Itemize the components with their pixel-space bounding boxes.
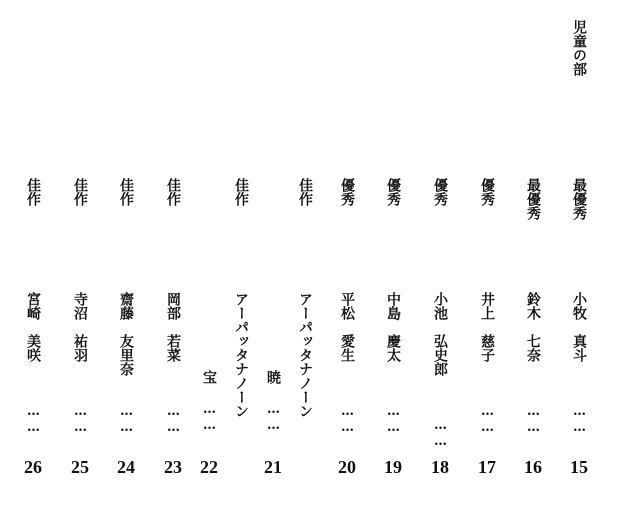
given-name: 友里奈 (118, 334, 134, 376)
surname: 齋藤 (118, 292, 134, 320)
given-name: 弘史郎 (432, 334, 448, 376)
given-name: 七奈 (525, 334, 541, 362)
surname: 井上 (479, 292, 495, 320)
surname: 小牧 (571, 292, 587, 320)
leader-dots: …… (119, 404, 134, 436)
page-number: 26 (24, 457, 42, 477)
award-label: 優秀 (432, 178, 448, 206)
leader-dots: …… (526, 404, 541, 436)
leader-dots: …… (166, 404, 181, 436)
award-label: 最優秀 (525, 178, 541, 220)
given-name: 美咲 (25, 334, 41, 362)
student-name (480, 292, 494, 362)
page-number: 18 (431, 457, 449, 477)
given-name: 愛生 (339, 334, 355, 362)
award-label: 佳作 (118, 178, 134, 206)
surname: 岡部 (165, 292, 181, 320)
student-name (73, 292, 87, 362)
student-surname: アーパッタナノーン (233, 292, 249, 418)
award-label: 佳作 (297, 178, 313, 206)
surname: 平松 (339, 292, 355, 320)
page-number: 20 (338, 457, 356, 477)
leader-dots: …… (386, 404, 401, 436)
given-name: 真斗 (571, 334, 587, 362)
award-label: 優秀 (339, 178, 355, 206)
student-name (166, 292, 180, 362)
leader-dots: …… (572, 404, 587, 436)
given-name: 慈子 (479, 334, 495, 362)
award-label: 佳作 (72, 178, 88, 206)
surname: 鈴木 (525, 292, 541, 320)
page-number: 17 (478, 457, 496, 477)
student-name (572, 292, 586, 362)
student-given-name: 暁 (265, 370, 281, 384)
award-label: 最優秀 (571, 178, 587, 220)
leader-dots: …… (480, 404, 495, 436)
page-number: 23 (164, 457, 182, 477)
award-label: 優秀 (385, 178, 401, 206)
page-number: 19 (384, 457, 402, 477)
page-number: 24 (117, 457, 135, 477)
leader-dots: …… (433, 418, 448, 450)
leader-dots: …… (340, 404, 355, 436)
student-surname: アーパッタナノーン (297, 292, 313, 418)
given-name: 若菜 (165, 334, 181, 362)
page-number: 15 (570, 457, 588, 477)
page-number: 16 (524, 457, 542, 477)
surname: 中島 (385, 292, 401, 320)
leader-dots: …… (202, 402, 217, 434)
award-label: 佳作 (233, 178, 249, 206)
award-label: 優秀 (479, 178, 495, 206)
surname: 小池 (432, 292, 448, 320)
student-given-name: 宝 (201, 370, 217, 384)
surname: 寺沼 (72, 292, 88, 320)
award-label: 佳作 (165, 178, 181, 206)
surname: 宮崎 (25, 292, 41, 320)
award-label: 佳作 (25, 178, 41, 206)
student-name (433, 292, 447, 376)
student-name (119, 292, 133, 376)
given-name: 慶太 (385, 334, 401, 362)
given-name: 祐羽 (72, 334, 88, 362)
page-number: 22 (200, 457, 218, 477)
leader-dots: …… (26, 404, 41, 436)
student-name (26, 292, 40, 362)
student-name (526, 292, 540, 362)
student-name (386, 292, 400, 362)
student-name (340, 292, 354, 362)
page-number: 25 (71, 457, 89, 477)
section-title: 児童の部 (571, 20, 587, 76)
leader-dots: …… (73, 404, 88, 436)
page-number: 21 (264, 457, 282, 477)
leader-dots: …… (266, 402, 281, 434)
